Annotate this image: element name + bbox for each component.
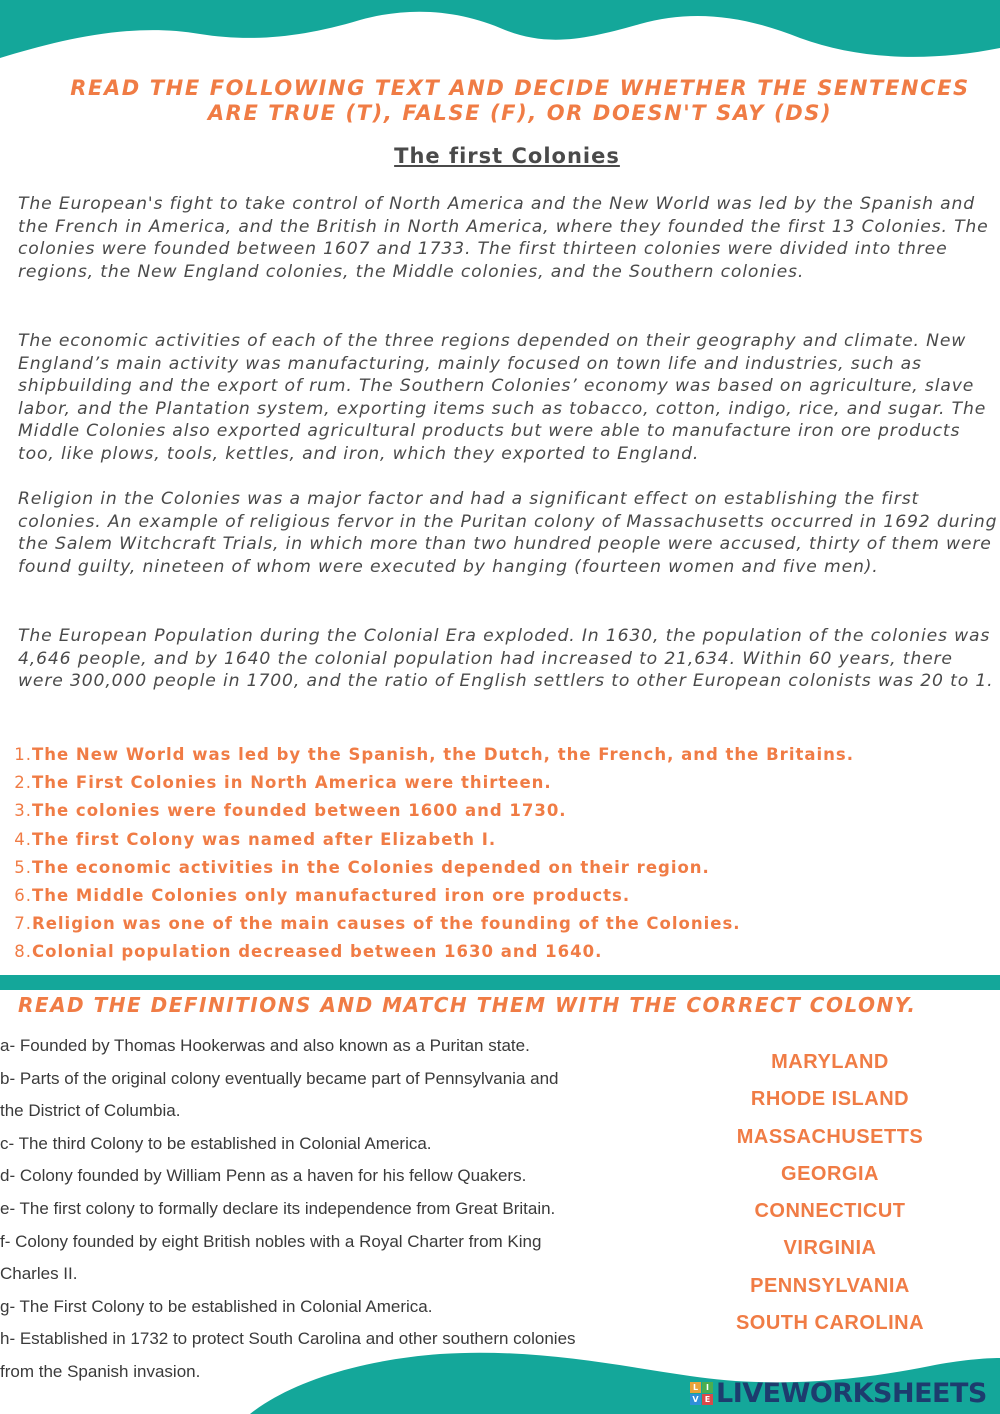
colony-name: CONNECTICUT: [754, 1200, 906, 1223]
statement-number: 8.: [14, 942, 32, 962]
statement-text: The New World was led by the Spanish, the Dutch, the French, and the Britains.: [32, 745, 854, 764]
definition-line: e- The first colony to formally declare its independence from Great Britain.: [0, 1198, 556, 1218]
colony-names-list: [700, 1044, 960, 1342]
definitions-list: [0, 1030, 650, 1389]
instructions-matching: READ THE DEFINITIONS AND MATCH THEM WITH THE CORRECT COLONY.: [18, 993, 917, 1017]
liveworksheets-logo-text: LIVEWORKSHEETS: [716, 1377, 987, 1409]
statement-text: Colonial population decreased between 1630 and 1640.: [32, 942, 603, 962]
definition-line: Charles II.: [0, 1264, 78, 1284]
paragraph-economy: The economic activities of each of the three regions depended on their geography and climate. New England’s main activity was manufacturing, mainly focused on town life and industries, such as shipbuilding and the export of rum. The Southern Colonies’ economy was based on agriculture, slave labor, and the Plantation system, exporting items such as tobacco, cotton, indigo, rice, and sugar. The Middle Colonies also exported agricultural products but were able to manufacture iron ore products too, like plows, tools, kettles, and iron, which they exported to England.: [18, 331, 987, 464]
statement-number: 7.: [14, 914, 32, 934]
liveworksheets-logo: [690, 1374, 987, 1412]
colony-name: VIRGINIA: [783, 1237, 877, 1260]
colony-name: RHODE ISLAND: [750, 1088, 910, 1111]
statement-number: 5.: [14, 857, 32, 877]
colony-name: GEORGIA: [781, 1162, 879, 1185]
statement-number: 1.: [14, 745, 32, 764]
true-false-statements-list: [10, 741, 990, 967]
definition-line: the District of Columbia.: [0, 1101, 181, 1121]
colony-name: MASSACHUSETTS: [736, 1125, 924, 1148]
colony-name: PENNSYLVANIA: [750, 1274, 910, 1297]
statement-number: 4.: [14, 829, 32, 849]
statement-number: 2.: [14, 773, 32, 793]
statement-number: 6.: [14, 885, 32, 905]
liveworksheets-logo-icon: [690, 1382, 713, 1405]
statement-item: [10, 826, 990, 854]
logo-icon-letter: E: [702, 1394, 713, 1405]
logo-icon-letter: V: [690, 1394, 701, 1405]
logo-icon-letter: L: [690, 1382, 701, 1393]
statement-item: [10, 797, 990, 825]
statement-text: The economic activities in the Colonies depended on their region.: [32, 857, 710, 877]
definition-line: d- Colony founded by William Penn as a haven for his fellow Quakers.: [0, 1166, 527, 1186]
statement-item: [10, 910, 990, 938]
colony-name: SOUTH CAROLINA: [735, 1312, 925, 1335]
definition-line: c- The third Colony to be established in Colonial America.: [0, 1133, 432, 1153]
statement-text: The Middle Colonies only manufactured iron ore products.: [32, 885, 631, 905]
definition-line: g- The First Colony to be established in Colonial America.: [0, 1296, 433, 1316]
section-divider: [0, 975, 1000, 990]
instructions-line-1: READ THE FOLLOWING TEXT AND DECIDE WHETHER THE SENTENCES: [70, 76, 970, 100]
definition-line: f- Colony founded by eight British nobles with a Royal Charter from King: [0, 1231, 542, 1251]
statement-item: [10, 769, 990, 797]
statement-item: [10, 938, 990, 966]
definition-line: a- Founded by Thomas Hookerwas and also known as a Puritan state.: [0, 1036, 530, 1055]
definition-line: b- Parts of the original colony eventually became part of Pennsylvania and: [0, 1068, 559, 1088]
definition-line: h- Established in 1732 to protect South Carolina and other southern colonies: [0, 1329, 576, 1349]
instructions-line-2: ARE TRUE (T), FALSE (F), OR DOESN'T SAY (DS): [207, 101, 833, 125]
statement-text: The First Colonies in North America were thirteen.: [32, 773, 552, 793]
statement-item: [10, 854, 990, 882]
statement-text: The first Colony was named after Elizabeth I.: [32, 829, 497, 849]
statement-item: [10, 882, 990, 910]
top-wave-decoration: [0, 0, 1000, 70]
paragraph-population: The European Population during the Colonial Era exploded. In 1630, the population of the colonies was 4,646 people, and by 1640 the colonial population had increased to 21,634. Within 60 years, there were 300,000 people in 1700, and the ratio of English settlers to other European colonists was 20 to 1.: [18, 626, 994, 691]
statement-text: The colonies were founded between 1600 and 1730.: [32, 801, 567, 821]
logo-icon-letter: I: [702, 1382, 713, 1393]
page-title: The first Colonies: [394, 144, 620, 168]
statement-item: [10, 741, 990, 769]
colony-name: MARYLAND: [771, 1051, 889, 1073]
statement-text: Religion was one of the main causes of the founding of the Colonies.: [32, 914, 741, 934]
paragraph-religion: Religion in the Colonies was a major factor and had a significant effect on establishing the first colonies. An example of religious fervor in the Puritan colony of Massachusetts occurred in 1692 during the Salem Witchcraft Trials, in which more than two hundred people were accused, thirty of them were found guilty, nineteen of whom were executed by hanging (fourteen women and five men).: [18, 489, 998, 577]
instructions-true-false: [40, 76, 1000, 126]
statement-number: 3.: [14, 801, 32, 821]
definition-line: from the Spanish invasion.: [0, 1361, 201, 1381]
paragraph-colonies-intro: The European's fight to take control of North America and the New World was led by the Spanish and the French in America, and the British in North America, where they founded the first 13 Colonies. The colonies were founded between 1607 and 1733. The first thirteen colonies were divided into three regions, the New England colonies, the Middle colonies, and the Southern colonies.: [18, 194, 989, 282]
